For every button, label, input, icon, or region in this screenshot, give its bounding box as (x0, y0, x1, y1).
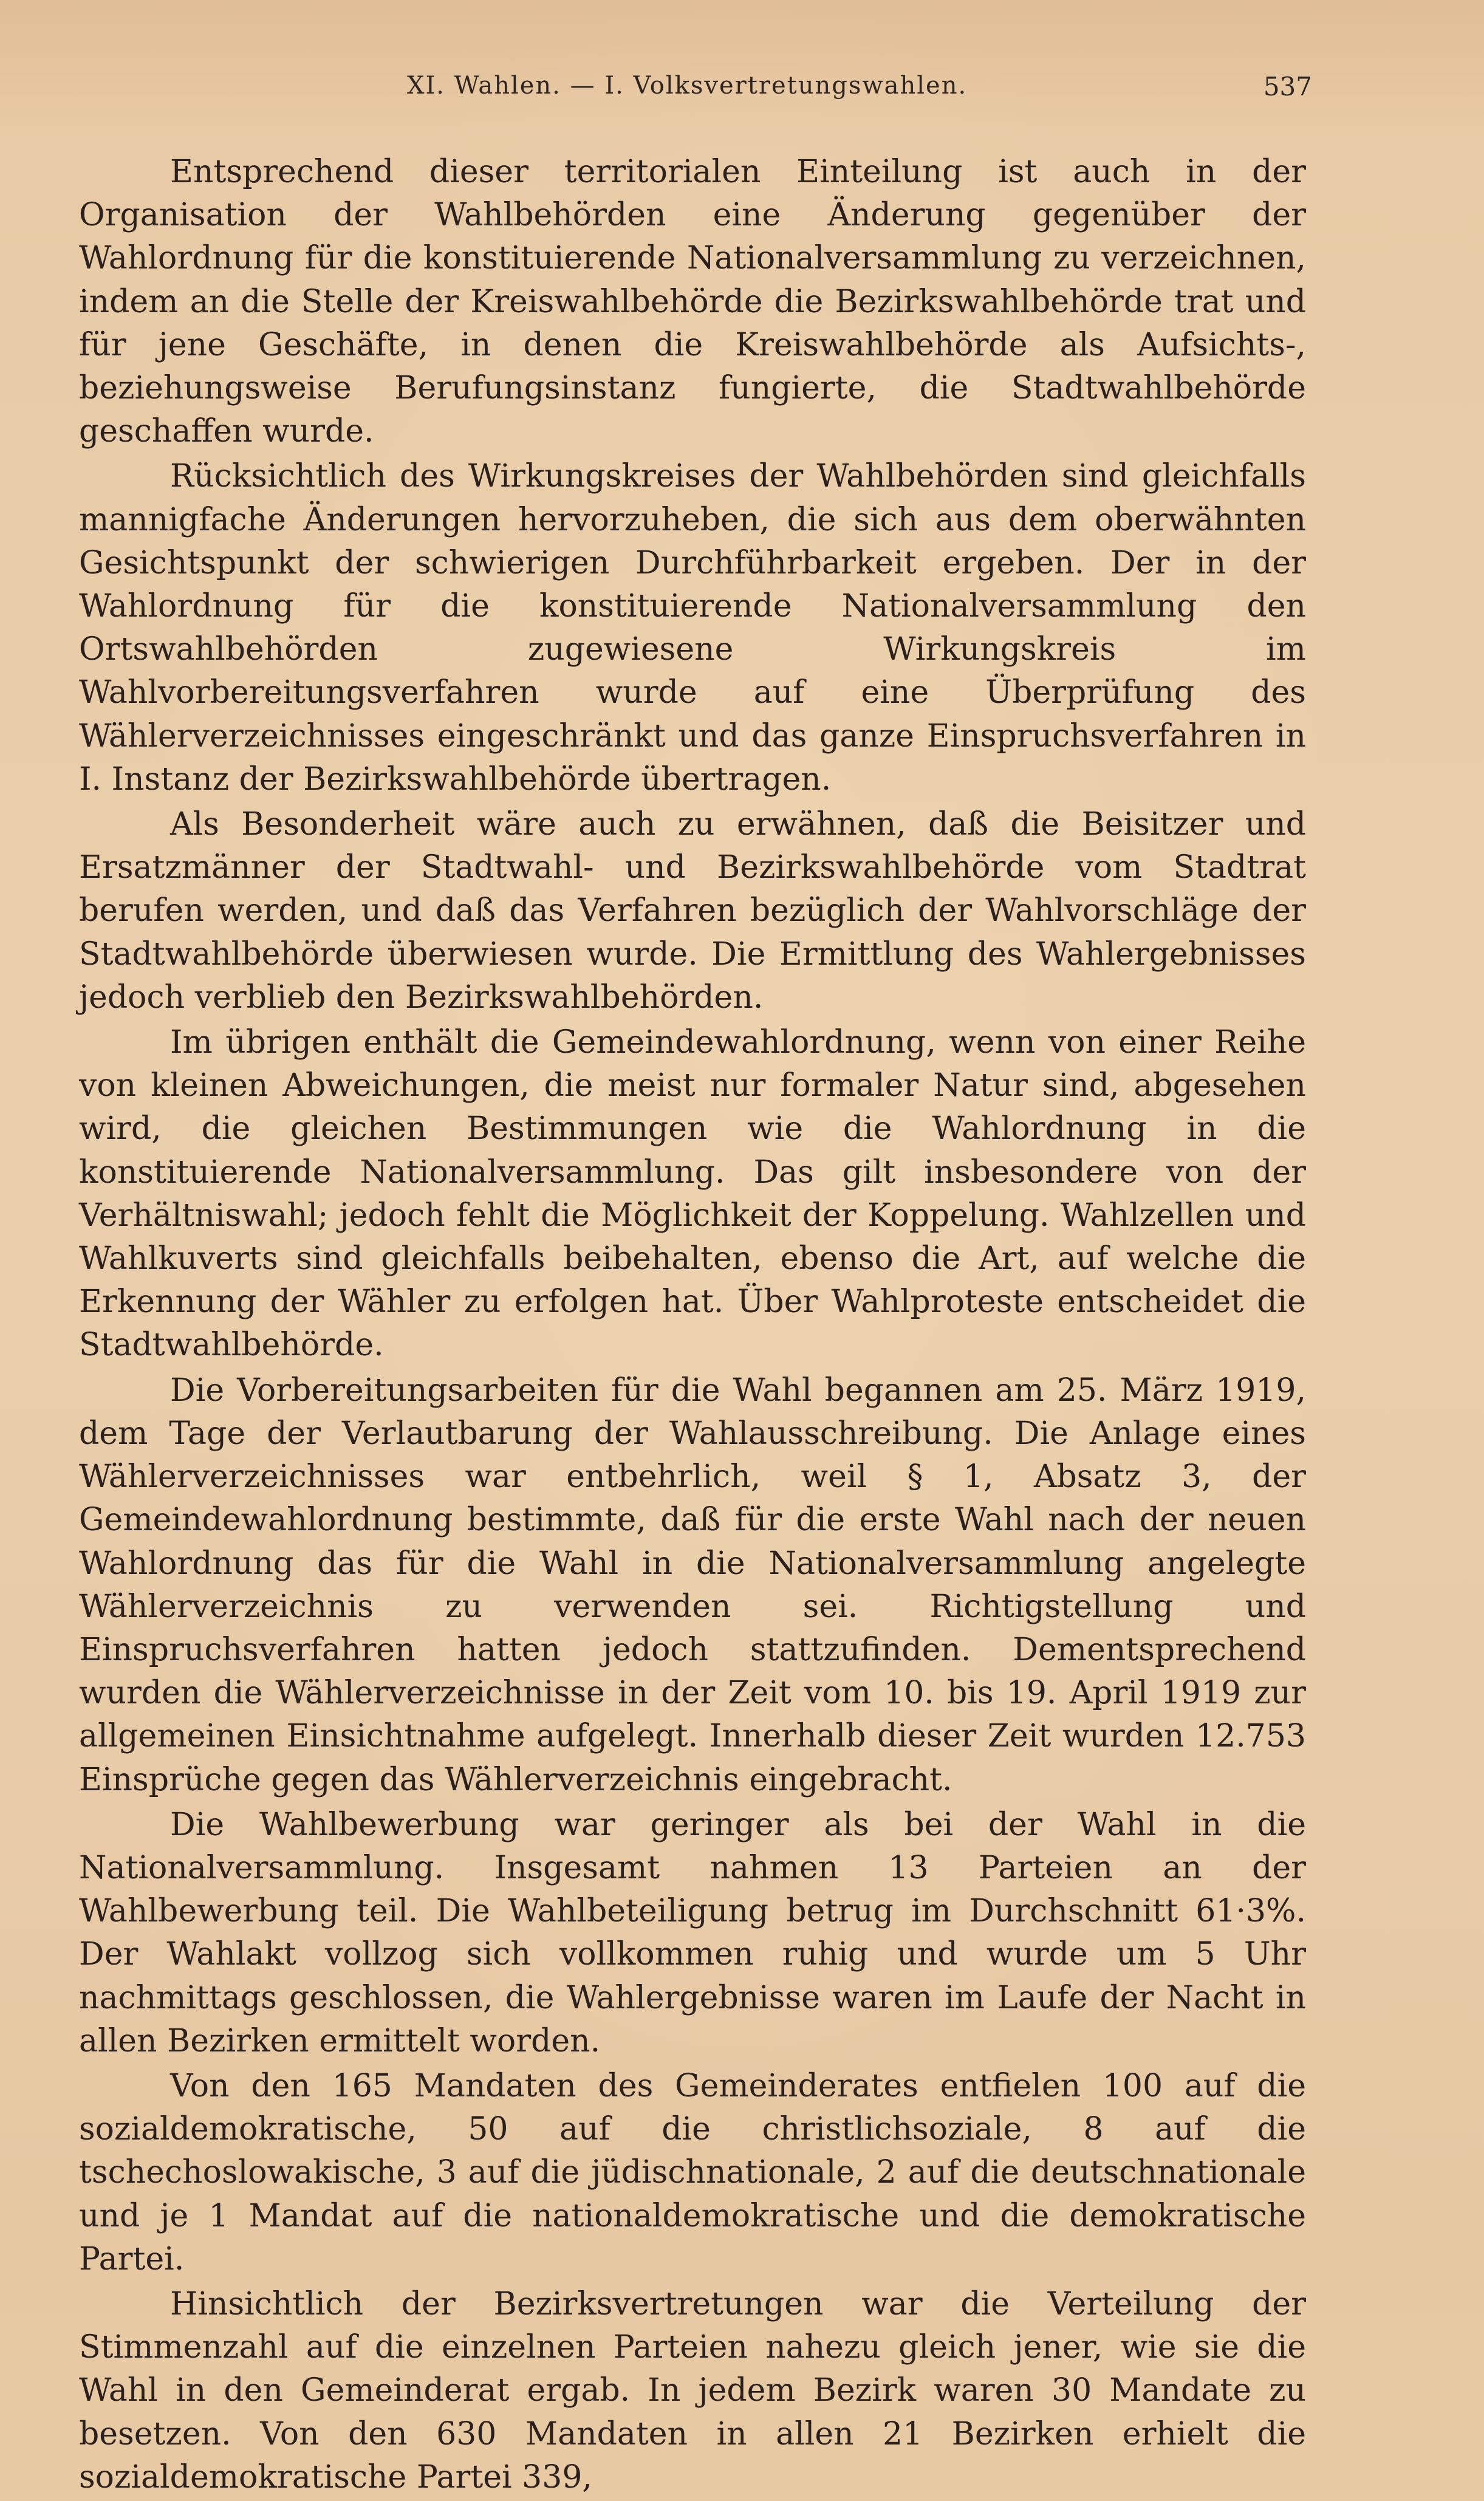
paragraph: Entsprechend dieser territorialen Einteilung ist auch in der Organisation der Wahlbehörden eine Änderung gegenüber der Wahlordnung für die konstituierende Nationalversammlung zu verzeichnen, indem an die Stelle der Kreiswahlbehörde die Bezirkswahlbehörde trat und für jene Geschäfte, in denen die Kreiswahlbehörde als Aufsichts-, beziehungsweise Berufungsinstanz fungierte, die Stadtwahlbehörde geschaffen wurde. (79, 154, 1306, 450)
page-number: 537 (1263, 72, 1312, 101)
paragraph: Die Vorbereitungsarbeiten für die Wahl begannen am 25. März 1919, dem Tage der Verlautbarung der Wahlausschreibung. Die Anlage eines Wählerverzeichnisses war entbehrlich, weil § 1, Absatz 3, der Gemeindewahlordnung bestimmte, daß für die erste Wahl nach der neuen Wahlordnung das für die Wahl in die Nationalversammlung angelegte Wählerverzeichnis zu verwenden sei. Richtigstellung und Einspruchsverfahren hatten jedoch stattzufinden. Dementsprechend wurden die Wählerverzeichnisse in der Zeit vom 10. bis 19. April 1919 zur allgemeinen Einsichtnahme aufgelegt. Innerhalb dieser Zeit wurden 12.753 Einsprüche gegen das Wählerverzeichnis eingebracht. (79, 1372, 1306, 1798)
running-title: XI. Wahlen. — I. Volksvertretungswahlen. (407, 72, 968, 100)
paragraph: Hinsichtlich der Bezirksvertretungen war die Verteilung der Stimmenzahl auf die einzelnen Parteien nahezu gleich jener, wie sie die Wahl in den Gemeinderat ergab. In jedem Bezirk waren 30 Mandate zu besetzen. Von den 630 Mandaten in allen 21 Bezirken erhielt die sozialdemokratische Partei 339, (79, 2285, 1306, 2496)
page-header (182, 72, 1312, 114)
body-text (79, 151, 1306, 2501)
paragraph: Rücksichtlich des Wirkungskreises der Wahlbehörden sind gleichfalls mannigfache Änderungen hervorzuheben, die sich aus dem oberwähnten Gesichtspunkt der schwierigen Durchführbarkeit ergeben. Der in der Wahlordnung für die konstituierende Nationalversammlung den Ortswahlbehörden zugewiesene Wirkungskreis im Wahlvorbereitungsverfahren wurde auf eine Überprüfung des Wählerverzeichnisses eingeschränkt und das ganze Einspruchsverfahren in I. Instanz der Bezirkswahlbehörde übertragen. (79, 458, 1306, 798)
paragraph: Die Wahlbewerbung war geringer als bei der Wahl in die Nationalversammlung. Insgesamt nahmen 13 Parteien an der Wahlbewerbung teil. Die Wahlbeteiligung betrug im Durchschnitt 61·3%. Der Wahlakt vollzog sich vollkommen ruhig und wurde um 5 Uhr nachmittags geschlossen, die Wahlergebnisse waren im Laufe der Nacht in allen Bezirken ermittelt worden. (79, 1806, 1306, 2059)
paragraph: Als Besonderheit wäre auch zu erwähnen, daß die Beisitzer und Ersatzmänner der Stadtwahl- und Bezirkswahlbehörde vom Stadtrat berufen werden, und daß das Verfahren bezüglich der Wahlvorschläge der Stadtwahlbehörde überwiesen wurde. Die Ermittlung des Wahlergebnisses jedoch verblieb den Bezirkswahlbehörden. (79, 806, 1306, 1016)
paragraph: Von den 165 Mandaten des Gemeinderates entfielen 100 auf die sozialdemokratische, 50 auf die christlichsoziale, 8 auf die tschechoslowakische, 3 auf die jüdischnationale, 2 auf die deutschnationale und je 1 Mandat auf die nationaldemokratische und die demokratische Partei. (79, 2067, 1306, 2277)
paragraph: Im übrigen enthält die Gemeindewahlordnung, wenn von einer Reihe von kleinen Abweichungen, die meist nur formaler Natur sind, abgesehen wird, die gleichen Bestimmungen wie die Wahlordnung in die konstituierende Nationalversammlung. Das gilt insbesondere von der Verhältniswahl; jedoch fehlt die Möglichkeit der Koppelung. Wahlzellen und Wahlkuverts sind gleichfalls beibehalten, ebenso die Art, auf welche die Erkennung der Wähler zu erfolgen hat. Über Wahlproteste entscheidet die Stadtwahlbehörde. (79, 1024, 1306, 1364)
